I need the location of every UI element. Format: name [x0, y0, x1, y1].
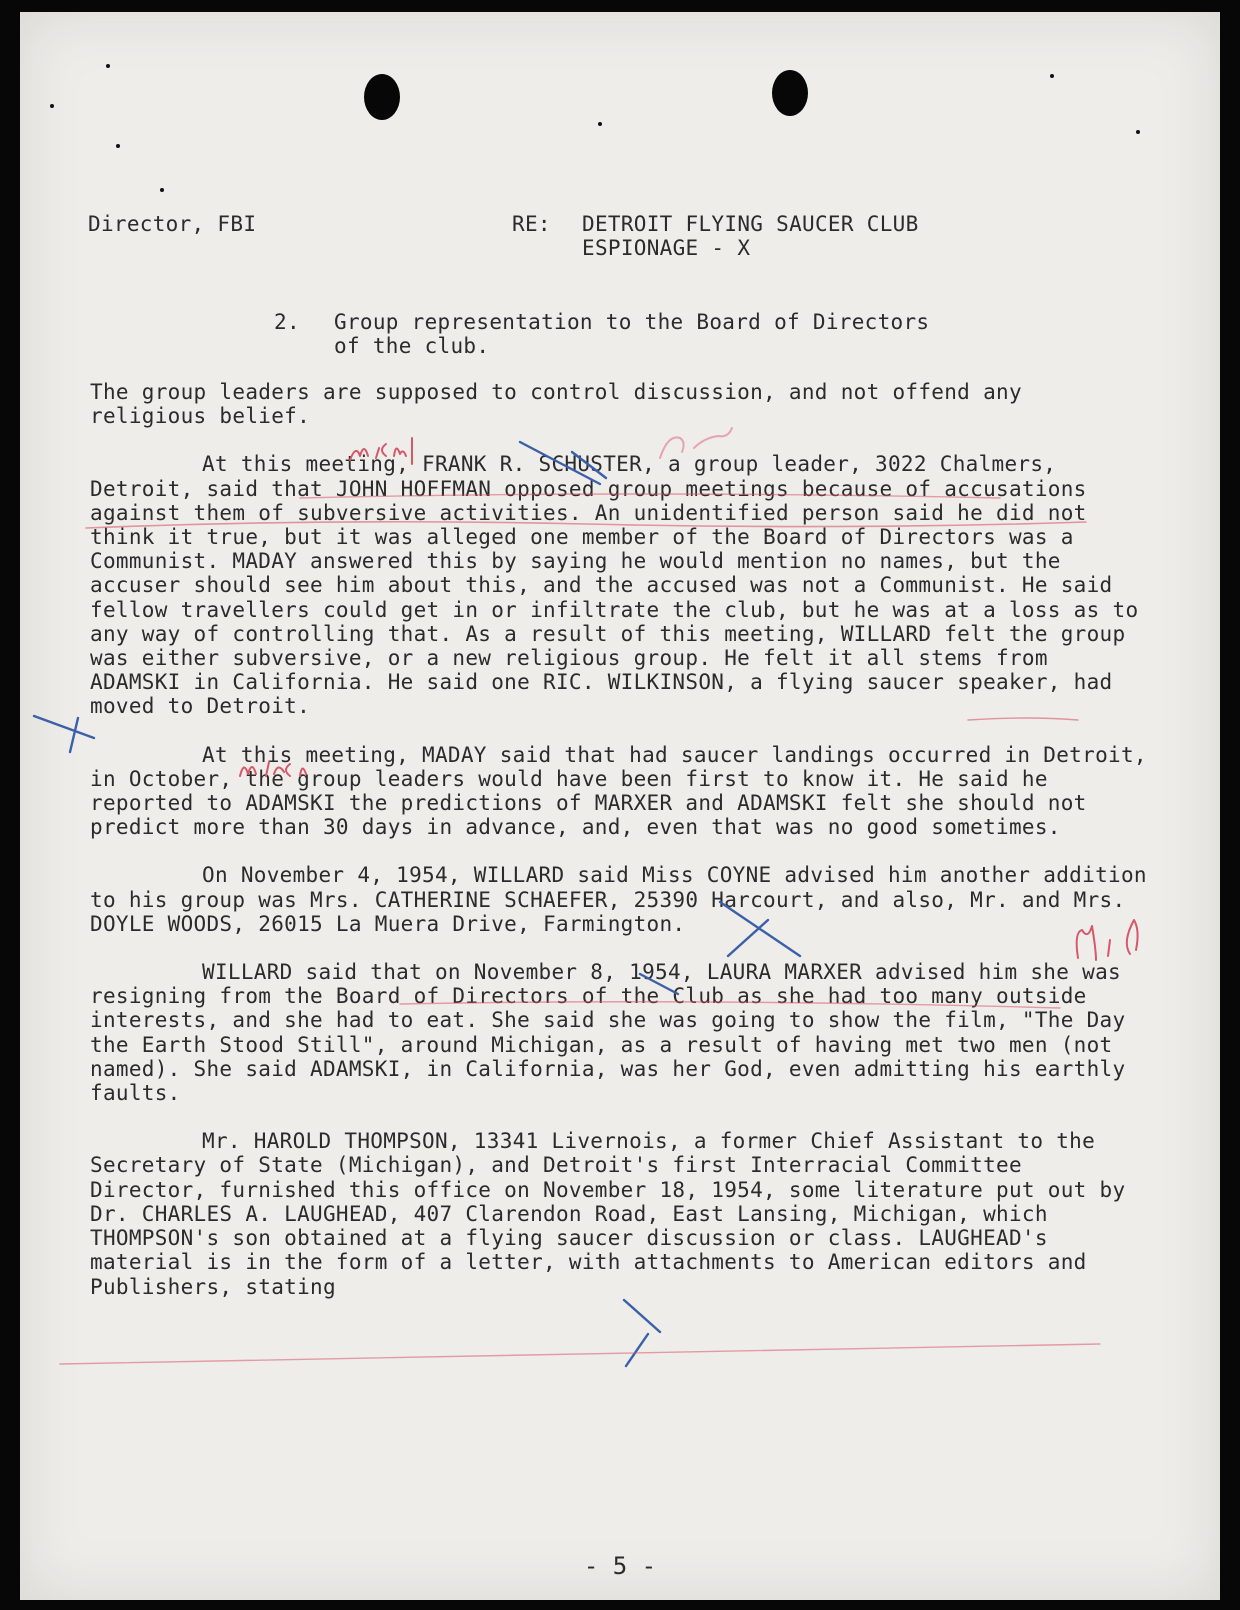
blue-cross-mark [640, 902, 800, 994]
item-number: 2. [274, 310, 300, 334]
pencil-annotations [20, 12, 1220, 1600]
paragraph-november-8: WILLARD said that on November 8, 1954, LAURA MARXER advised him she was resigning from the Board of Directors of the Club as she had too many outside interests, and she had to eat. She said she was going to show the film, "The Day the Earth Stood Still", around Michigan, as a result of having met two men (not named). She said ADAMSKI, in California, was her God, even admitting his earthly faults. [90, 960, 1126, 1106]
blue-cross-mark [624, 1300, 660, 1366]
subject-line-1: DETROIT FLYING SAUCER CLUB [582, 212, 919, 236]
item-heading-line-1: Group representation to the Board of Directors [334, 310, 930, 334]
handwritten-mich-note [350, 444, 406, 460]
addressee: Director, FBI [88, 212, 257, 236]
item-heading-line-2: of the club. [334, 334, 490, 358]
red-underline [968, 718, 1078, 720]
paragraph-group-leaders: The group leaders are supposed to control discussion, and not offend any religious belief. [90, 380, 1022, 429]
red-underline [60, 1344, 1100, 1364]
handwritten-mich-note [240, 762, 306, 776]
handwritten-mich-margin-note [1077, 920, 1138, 960]
paragraph-schuster-meeting: At this meeting, FRANK R. SCHUSTER, a group leader, 3022 Chalmers, Detroit, said that JOHN HOFFMAN opposed group meetings because of accusations against them of subversive activities. An unidentified person said he did not think it true, but it was alleged one member of the Board of Directors was a Communist. MADAY answered this by saying he would mention no names, but the accuser should see him about this, and the accused was not a Communist. He said fellow travellers could get in or infiltrate the club, but he was at a loss as to any way of controlling that. As a result of this meeting, WILLARD felt the group was either subversive, or a new religious group. He felt it all stems from ADAMSKI in California. He said one RIC. WILKINSON, a flying saucer speaker, had moved to Detroit. [90, 452, 1139, 719]
page-number: - 5 - [583, 1552, 657, 1580]
faint-red-initials [660, 428, 732, 458]
paragraph-thompson: Mr. HAROLD THOMPSON, 13341 Livernois, a former Chief Assistant to the Secretary of State (Michigan), and Detroit's first Interracial Committee Director, furnished this office on November 18, 1954, some literature put out by Dr. CHARLES A. LAUGHEAD, 407 Clarendon Road, East Lansing, Michigan, which THOMPSON's son obtained at a flying saucer discussion or class. LAUGHEAD's material is in the form of a letter, with attachments to American editors and Publishers, stating [90, 1129, 1126, 1299]
blue-check-mark [520, 442, 606, 484]
paragraph-maday-landings: At this meeting, MADAY said that had saucer landings occurred in Detroit, in October, the group leaders would have been first to know it. He said he reported to ADAMSKI the predictions of MARXER and ADAMSKI felt she should not predict more than 30 days in advance, and, even that was no good sometimes. [90, 742, 1147, 840]
red-underline [400, 1002, 1060, 1008]
red-underline [86, 522, 1086, 528]
paragraph-november-4: On November 4, 1954, WILLARD said Miss COYNE advised him another addition to his group was Mrs. CATHERINE SCHAEFER, 25390 Harcourt, and also, Mr. and Mrs. DOYLE WOODS, 26015 La Muera Drive, Farmington. [90, 863, 1147, 936]
red-underline [300, 494, 1000, 498]
document-page [20, 12, 1220, 1600]
blue-check-mark [34, 716, 94, 752]
re-label: RE: [512, 212, 551, 236]
subject-line-2: ESPIONAGE - X [582, 236, 751, 260]
